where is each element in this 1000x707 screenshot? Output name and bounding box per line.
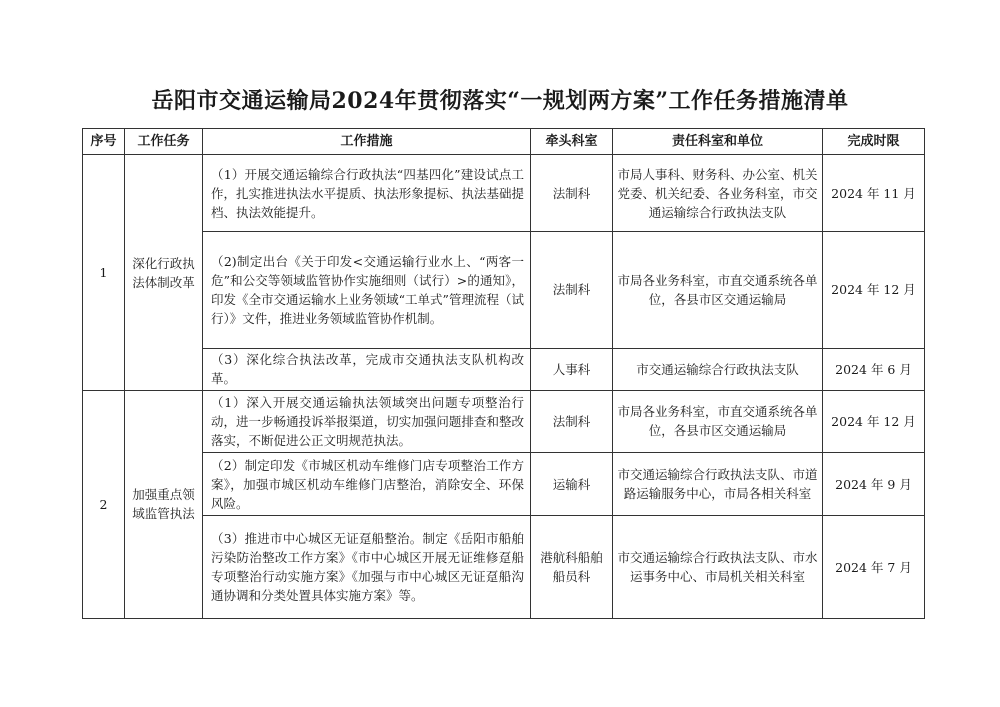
group-seq: 1 [83,155,125,390]
responsible-cell: 市交通运输综合行政执法支队、市道路运输服务中心，市局各相关科室 [613,452,823,515]
lead-cell: 法制科 [531,155,613,231]
deadline-cell: 2024 年 7 月 [823,516,925,619]
header-lead: 牵头科室 [531,129,613,155]
table-header-row [83,129,925,155]
measure-cell: （3）推进市中心城区无证趸船整治。制定《岳阳市船舶污染防治整改工作方案》《市中心城区开展无证维修趸船专项整治行动实施方案》《加强与市中心城区无证趸船沟通协调和分类处置具体实施方案》等。 [203,516,531,619]
header-task: 工作任务 [125,129,203,155]
table-row [83,452,925,515]
measure-cell: （1）开展交通运输综合行政执法“四基四化”建设试点工作，扎实推进执法水平提质、执法形象提标、执法基础提档、执法效能提升。 [203,155,531,231]
deadline-cell: 2024 年 9 月 [823,452,925,515]
lead-cell: 法制科 [531,231,613,348]
table-row [83,390,925,452]
group-seq: 2 [83,390,125,618]
lead-cell: 法制科 [531,390,613,452]
deadline-cell: 2024 年 12 月 [823,390,925,452]
responsible-cell: 市交通运输综合行政执法支队、市水运事务中心、市局机关相关科室 [613,516,823,619]
responsible-cell: 市局人事科、财务科、办公室、机关党委、机关纪委、各业务科室，市交通运输综合行政执法支队 [613,155,823,231]
deadline-cell: 2024 年 6 月 [823,349,925,391]
lead-cell: 运输科 [531,452,613,515]
table-row [83,231,925,348]
measure-cell: （3）深化综合执法改革，完成市交通执法支队机构改革。 [203,349,531,391]
group-task: 深化行政执法体制改革 [125,155,203,390]
deadline-cell: 2024 年 12 月 [823,231,925,348]
table-row [83,516,925,619]
lead-cell: 港航科船舶船员科 [531,516,613,619]
task-table [82,128,925,619]
header-measures: 工作措施 [203,129,531,155]
header-seq: 序号 [83,129,125,155]
group-task: 加强重点领域监管执法 [125,390,203,618]
responsible-cell: 市局各业务科室，市直交通系统各单位，各县市区交通运输局 [613,390,823,452]
header-deadline: 完成时限 [823,129,925,155]
measure-cell: （2)制定出台《关于印发<交通运输行业水上、“两客一危”和公交等领域监管协作实施细则（试行）>的通知》，印发《全市交通运输水上业务领域“工单式”管理流程（试行）》文件，推进业务领域监管协作机制。 [203,231,531,348]
responsible-cell: 市局各业务科室，市直交通系统各单位，各县市区交通运输局 [613,231,823,348]
table-row [83,349,925,391]
deadline-cell: 2024 年 11 月 [823,155,925,231]
header-responsible: 责任科室和单位 [613,129,823,155]
responsible-cell: 市交通运输综合行政执法支队 [613,349,823,391]
measure-cell: （2）制定印发《市城区机动车维修门店专项整治工作方案》，加强市城区机动车维修门店整治，消除安全、环保风险。 [203,452,531,515]
lead-cell: 人事科 [531,349,613,391]
table-row [83,155,925,231]
measure-cell: （1）深入开展交通运输执法领域突出问题专项整治行动，进一步畅通投诉举报渠道，切实加强问题排查和整改落实，不断促进公正文明规范执法。 [203,390,531,452]
page-title: 岳阳市交通运输局2024年贯彻落实“一规划两方案”工作任务措施清单 [151,88,849,114]
